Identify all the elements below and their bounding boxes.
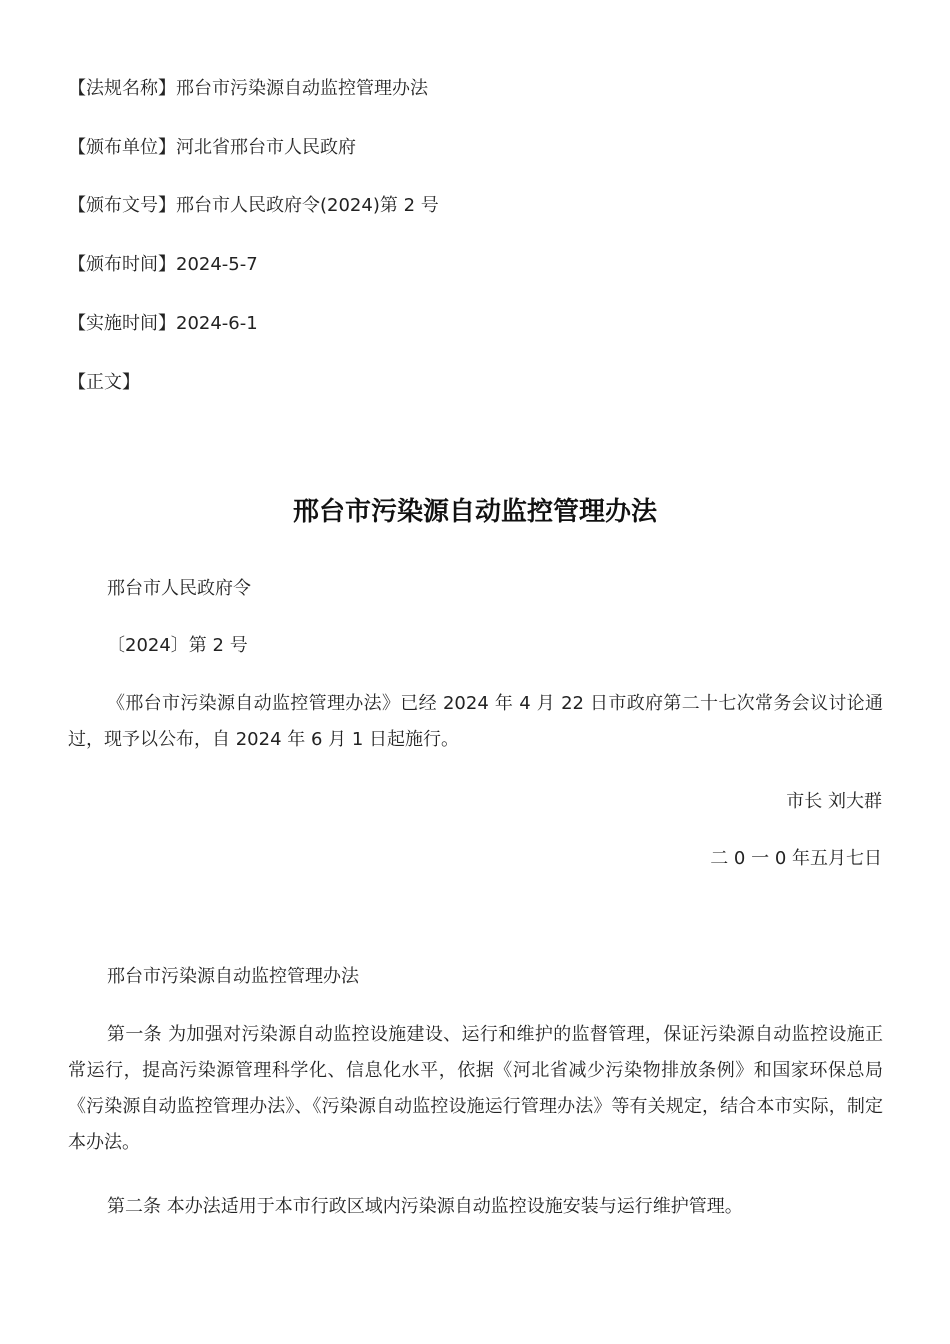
effective-date-line: 【实施时间】2024-6-1 <box>68 313 258 334</box>
body-label: 【正文】 <box>68 372 140 393</box>
document-title: 邢台市污染源自动监控管理办法 <box>292 497 657 527</box>
issuer-line: 【颁布单位】河北省邢台市人民政府 <box>68 137 356 158</box>
sign-date: 二 0 一 0 年五月七日 <box>710 848 882 869</box>
regulation-subtitle: 邢台市污染源自动监控管理办法 <box>107 966 359 987</box>
promulgation-paragraph: 《邢台市污染源自动监控管理办法》已经 2024 年 4 月 22 日市政府第二十七次常务会议讨论通过，现予以公布，自 2024 年 6 月 1 日起施行。 <box>68 693 883 750</box>
law-name-line: 【法规名称】邢台市污染源自动监控管理办法 <box>68 78 428 99</box>
article-1: 第一条 为加强对污染源自动监控设施建设、运行和维护的监督管理，保证污染源自动监控设施正常运行，提高污染源管理科学化、信息化水平，依据《河北省减少污染物排放条例》和国家环保总局《污染源自动监控管理办法》、《污染源自动监控设施运行管理办法》等有关规定，结合本市实际，制定本办法。 <box>68 1024 883 1153</box>
order-number: 〔2024〕第 2 号 <box>107 635 248 656</box>
article-2: 第二条 本办法适用于本市行政区域内污染源自动监控设施安装与运行维护管理。 <box>107 1196 743 1217</box>
issue-date-line: 【颁布时间】2024-5-7 <box>68 254 258 275</box>
doc-number-line: 【颁布文号】邢台市人民政府令(2024)第 2 号 <box>68 195 439 216</box>
signer: 市长 刘大群 <box>786 791 882 812</box>
order-name: 邢台市人民政府令 <box>107 578 251 599</box>
